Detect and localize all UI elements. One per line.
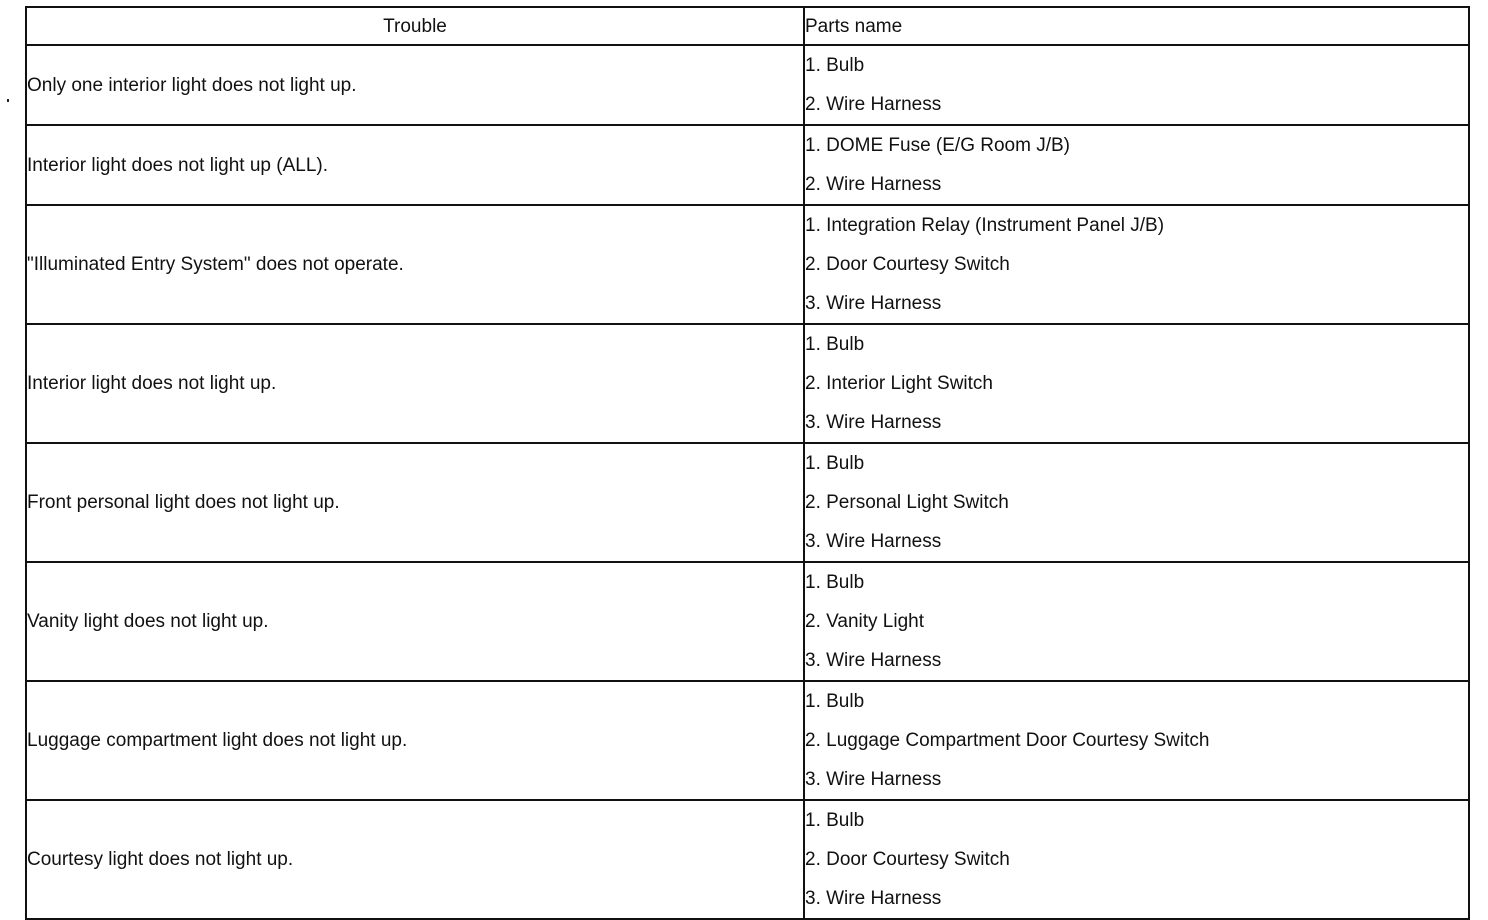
part-item: 1. Bulb — [805, 334, 865, 355]
trouble-cell: Vanity light does not light up. — [26, 562, 804, 681]
parts-cell — [804, 800, 1469, 919]
part-item: 3. Wire Harness — [805, 531, 942, 552]
trouble-cell: Luggage compartment light does not light up. — [26, 681, 804, 800]
table-row — [26, 45, 1469, 125]
part-item: 2. Luggage Compartment Door Courtesy Switch — [805, 730, 1210, 751]
part-item: 3. Wire Harness — [805, 769, 942, 790]
parts-cell — [804, 324, 1469, 443]
part-item: 1. Bulb — [805, 691, 865, 712]
parts-cell — [804, 205, 1469, 324]
parts-cell — [804, 125, 1469, 205]
part-item: 1. DOME Fuse (E/G Room J/B) — [805, 135, 1070, 156]
part-item: 2. Door Courtesy Switch — [805, 849, 1010, 870]
part-item: 2. Wire Harness — [805, 174, 942, 195]
stray-mark — [7, 99, 9, 102]
part-item: 3. Wire Harness — [805, 412, 942, 433]
part-item: 2. Interior Light Switch — [805, 373, 993, 394]
table-row — [26, 562, 1469, 681]
part-item: 2. Personal Light Switch — [805, 492, 1009, 513]
trouble-cell: Interior light does not light up (ALL). — [26, 125, 804, 205]
trouble-column-header: Trouble — [26, 7, 804, 45]
part-item: 1. Bulb — [805, 453, 865, 474]
table-row — [26, 681, 1469, 800]
parts-cell — [804, 681, 1469, 800]
part-item: 1. Bulb — [805, 55, 865, 76]
parts-cell — [804, 443, 1469, 562]
table-row — [26, 125, 1469, 205]
table-row — [26, 443, 1469, 562]
trouble-cell: Interior light does not light up. — [26, 324, 804, 443]
part-item: 2. Door Courtesy Switch — [805, 254, 1010, 275]
part-item: 1. Integration Relay (Instrument Panel J/B) — [805, 215, 1165, 236]
table-row — [26, 324, 1469, 443]
parts-cell — [804, 45, 1469, 125]
header-row — [26, 7, 1469, 45]
part-item: 3. Wire Harness — [805, 293, 942, 314]
table-row — [26, 800, 1469, 919]
troubleshooting-table-container — [25, 6, 1470, 920]
parts-cell — [804, 562, 1469, 681]
part-item: 1. Bulb — [805, 810, 865, 831]
trouble-cell: Only one interior light does not light up. — [26, 45, 804, 125]
table-header — [26, 7, 1469, 45]
table-body — [26, 45, 1469, 919]
part-item: 2. Wire Harness — [805, 94, 942, 115]
troubleshooting-table — [25, 6, 1470, 920]
trouble-cell: "Illuminated Entry System" does not operate. — [26, 205, 804, 324]
parts-name-column-header: Parts name — [804, 7, 1469, 45]
part-item: 1. Bulb — [805, 572, 865, 593]
part-item: 3. Wire Harness — [805, 888, 942, 909]
part-item: 2. Vanity Light — [805, 611, 925, 632]
trouble-cell: Front personal light does not light up. — [26, 443, 804, 562]
table-row — [26, 205, 1469, 324]
trouble-cell: Courtesy light does not light up. — [26, 800, 804, 919]
part-item: 3. Wire Harness — [805, 650, 942, 671]
